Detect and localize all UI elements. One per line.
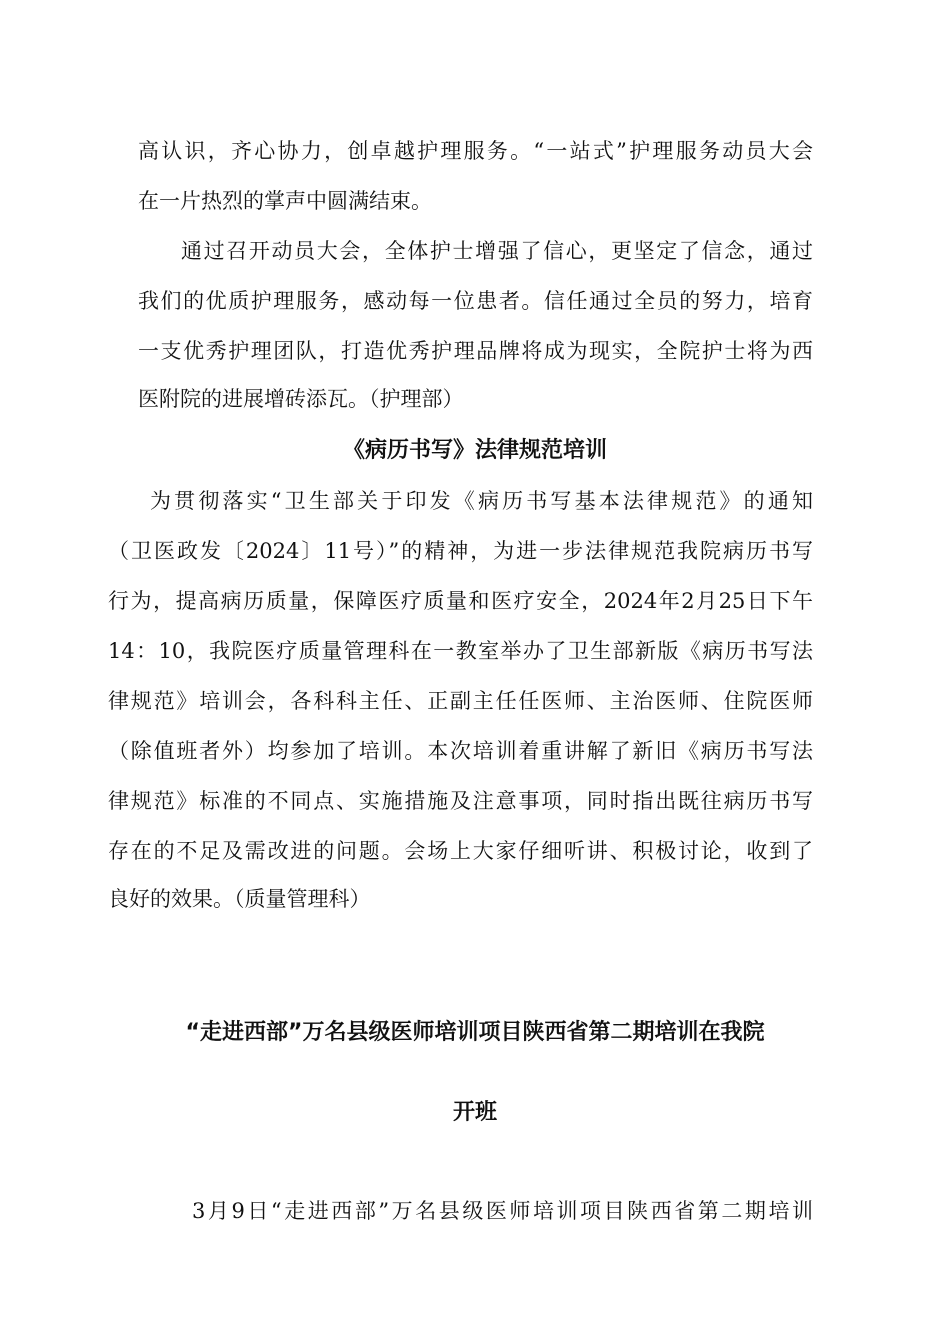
paragraph-line: 3月9日“走进西部”万名县级医师培训项目陕西省第二期培训: [192, 1199, 813, 1223]
section-title: 《病历书写》法律规范培训: [342, 438, 607, 463]
paragraph-line: 我们的优质护理服务，感动每一位患者。信任通过全员的努力，培育: [138, 289, 813, 313]
paragraph-line: 高认识，齐心协力，创卓越护理服务。“一站式”护理服务动员大会: [138, 139, 813, 163]
paragraph-line: 在一片热烈的掌声中圆满结束。: [138, 189, 432, 213]
paragraph-line: 行为，提高病历质量，保障医疗质量和医疗安全，2024年2月25日下午: [108, 589, 813, 613]
paragraph-line: 14：10，我院医疗质量管理科在一教室举办了卫生部新版《病历书写法: [108, 639, 813, 663]
paragraph-line: 为贯彻落实“卫生部关于印发《病历书写基本法律规范》的通知: [150, 489, 813, 513]
paragraph-line: 律规范》培训会，各科科主任、正副主任任医师、主治医师、住院医师: [108, 689, 813, 713]
section-title-continued: 开班: [452, 1100, 497, 1125]
paragraph-line: （卫医政发〔2024〕11号）”的精神，为进一步法律规范我院病历书写: [108, 539, 813, 563]
paragraph-line: 一支优秀护理团队，打造优秀护理品牌将成为现实，全院护士将为西: [138, 339, 813, 363]
paragraph-line: （除值班者外）均参加了培训。本次培训着重讲解了新旧《病历书写法: [108, 739, 813, 763]
paragraph-line: 良好的效果。（质量管理科）: [108, 887, 371, 911]
section-title: “走进西部”万名县级医师培训项目陕西省第二期培训在我院: [185, 1020, 765, 1045]
paragraph-line: 通过召开动员大会，全体护士增强了信心，更坚定了信念，通过: [181, 239, 813, 263]
paragraph-line: 存在的不足及需改进的问题。会场上大家仔细听讲、积极讨论，收到了: [108, 839, 813, 863]
paragraph-line: 医附院的进展增砖添瓦。（护理部）: [138, 387, 464, 411]
paragraph-line: 律规范》标准的不同点、实施措施及注意事项，同时指出既往病历书写: [108, 789, 813, 813]
